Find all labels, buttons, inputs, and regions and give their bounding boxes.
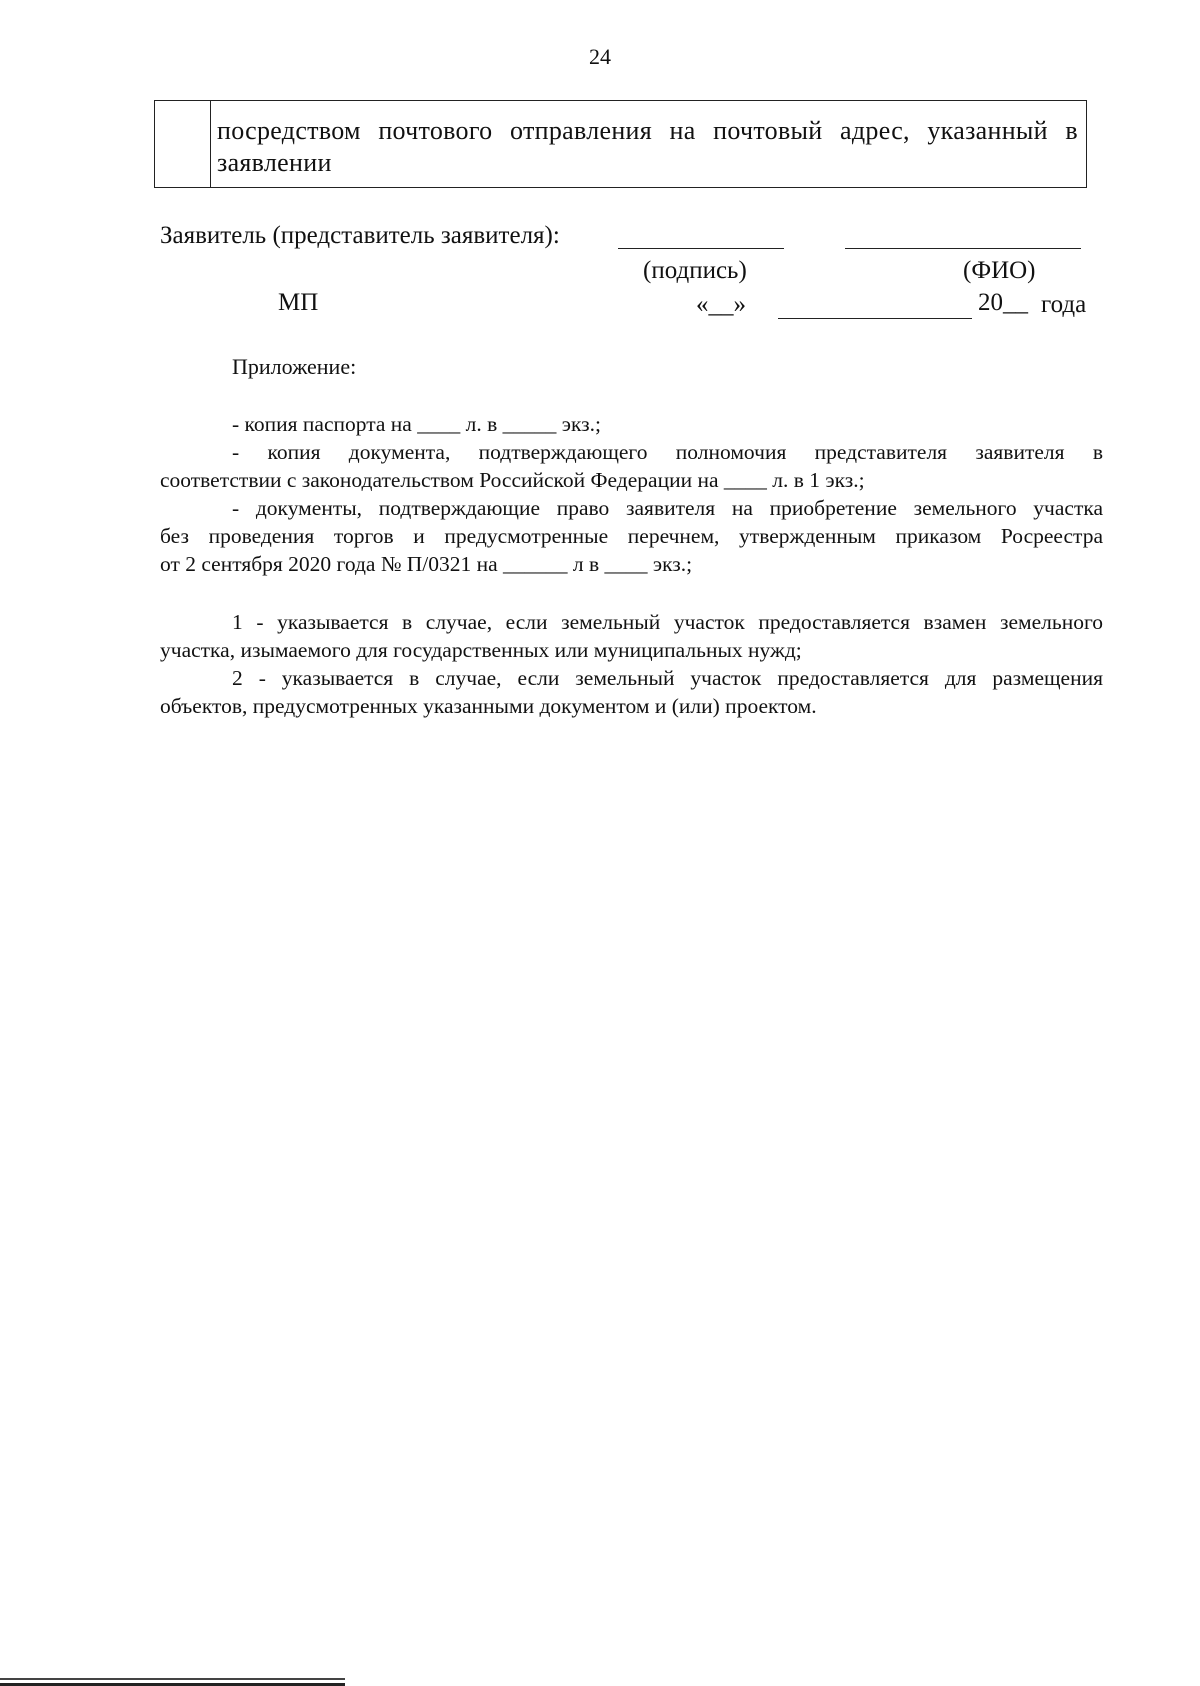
footnote-2-text1: 2 - указывается в случае, если земельный участок предоставляется для размещения: [232, 666, 1103, 690]
attachment-item-2-line1: [160, 438, 1103, 466]
stamp-label: МП: [278, 289, 319, 316]
name-caption: (ФИО): [963, 257, 1036, 284]
signature-blank[interactable]: [618, 248, 784, 249]
date-month-blank[interactable]: [778, 318, 972, 319]
date-year-prefix: 20__: [978, 289, 1028, 316]
attachment-item-3-line1: [160, 494, 1103, 522]
attachments-list: [160, 410, 1103, 578]
date-year-suffix: года: [1041, 291, 1087, 318]
signature-caption: (подпись): [643, 257, 747, 284]
option-checkbox[interactable]: [155, 101, 211, 187]
attachment-item-1: [160, 410, 1103, 438]
attachment-item-3-line2: без проведения торгов и предусмотренные перечнем, утвержденным приказом Росреестра: [160, 524, 1103, 548]
attachment-item-3-text1: - документы, подтверждающие право заявителя на приобретение земельного участка: [232, 496, 1103, 520]
footnote-1-line2: участка, изымаемого для государственных или муниципальных нужд;: [160, 638, 802, 662]
footnote-1-text1: 1 - указывается в случае, если земельный участок предоставляется взамен земельного: [232, 610, 1103, 634]
attachments-title: Приложение:: [232, 354, 357, 379]
attachment-item-2-text1: - копия документа, подтверждающего полномочия представителя заявителя в: [232, 440, 1103, 464]
attachment-item-1-text: - копия паспорта на ____ л. в _____ экз.;: [232, 412, 601, 436]
footnote-2-line2: объектов, предусмотренных указанными документом и (или) проектом.: [160, 694, 817, 718]
attachment-item-2-line2: соответствии с законодательством Российской Федерации на ____ л. в 1 экз.;: [160, 468, 865, 492]
scan-edge-line: [0, 1678, 345, 1680]
footnotes: [160, 608, 1103, 720]
footnote-2-line1: [160, 664, 1103, 692]
option-text: [217, 115, 1078, 179]
option-text-line1: посредством почтового отправления на почтовый адрес, указанный в: [217, 116, 1078, 145]
attachment-item-3-line3: от 2 сентября 2020 года № П/0321 на ______ л в ____ экз.;: [160, 552, 693, 576]
page-number: 24: [589, 44, 611, 69]
date-day: «__»: [696, 291, 746, 318]
applicant-label: Заявитель (представитель заявителя):: [160, 222, 560, 249]
option-text-line2: заявлении: [217, 148, 332, 177]
footnote-1-line1: [160, 608, 1103, 636]
delivery-option-row: [154, 100, 1087, 188]
name-blank[interactable]: [845, 248, 1081, 249]
